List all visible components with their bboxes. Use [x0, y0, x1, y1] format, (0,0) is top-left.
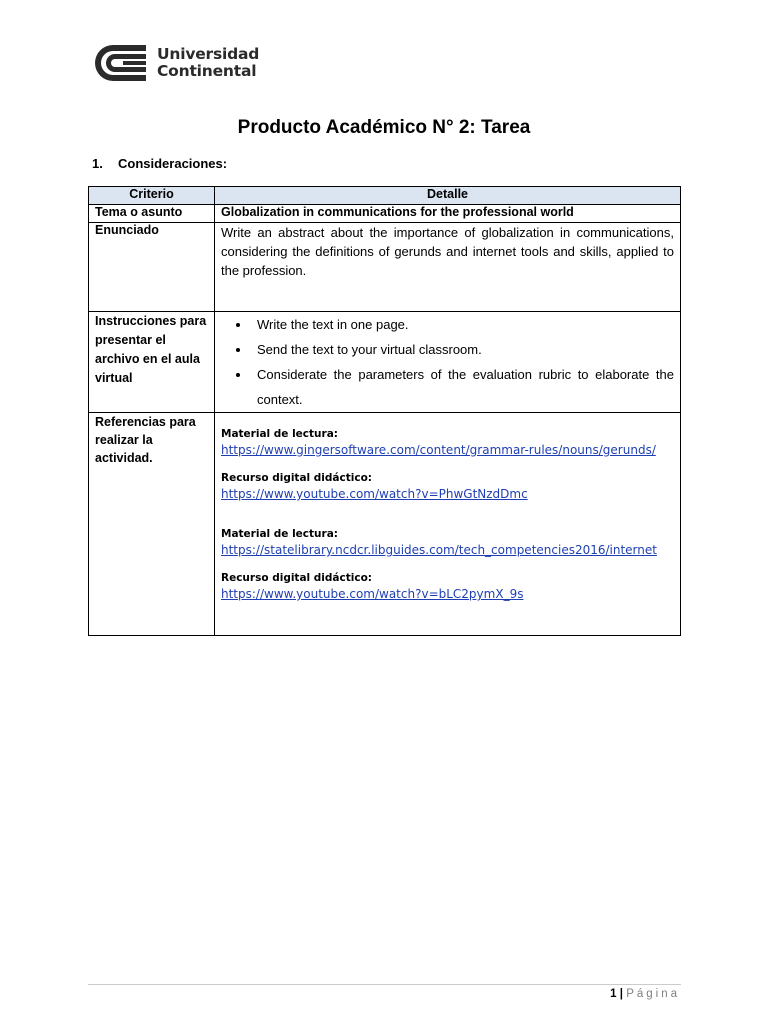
list-item: • Considerate the parameters of the evaluation rubric to elaborate the context.: [251, 362, 674, 412]
reference-link-youtube-2[interactable]: https://www.youtube.com/watch?v=bLC2pymX_9s: [221, 587, 524, 601]
table-row: [89, 312, 681, 413]
reference-label: Material de lectura:: [221, 528, 338, 540]
footer-separator: |: [619, 988, 623, 1000]
page-number: 1: [610, 988, 617, 1000]
page-title: Producto Académico N° 2: Tarea: [237, 117, 531, 138]
reference-link-gerunds[interactable]: https://www.gingersoftware.com/content/grammar-rules/nouns/gerunds/: [221, 443, 656, 457]
table-row: [89, 413, 681, 636]
header-detalle: Detalle: [215, 187, 681, 205]
section-number: 1.: [92, 156, 103, 171]
page-word: Página: [626, 988, 680, 1000]
page-footer: [610, 988, 680, 1000]
reference-label: Material de lectura:: [221, 428, 338, 440]
logo-line-1: Universidad: [157, 45, 260, 63]
spacer: [221, 501, 674, 513]
instrucciones-label: Instrucciones para presentar el archivo en el aula virtual: [89, 312, 215, 413]
section-heading: [92, 156, 227, 171]
section-label: Consideraciones:: [118, 156, 228, 171]
table-header-row: [89, 187, 681, 205]
list-item: • Send the text to your virtual classroom.: [251, 337, 674, 362]
referencias-label: Referencias para realizar la actividad.: [89, 413, 215, 636]
enunciado-value: Write an abstract about the importance of globalization in communications, considering the definitions of gerunds and internet tools and skills, applied to the profession.: [215, 223, 681, 312]
reference-label: Recurso digital didáctico:: [221, 472, 372, 484]
enunciado-label: Enunciado: [89, 223, 215, 312]
header-criterio: Criterio: [89, 187, 215, 205]
table-row: [89, 205, 681, 223]
reference-link-youtube-1[interactable]: https://www.youtube.com/watch?v=PhwGtNzdDmc: [221, 487, 528, 501]
list-item: • Write the text in one page.: [251, 312, 674, 337]
university-logo-icon: [91, 42, 151, 84]
reference-label: Recurso digital didáctico:: [221, 572, 372, 584]
tema-value: Globalization in communications for the professional world: [215, 205, 681, 223]
tema-label: Tema o asunto: [89, 205, 215, 223]
instrucciones-value: [215, 312, 681, 413]
logo-line-2: Continental: [157, 62, 257, 80]
instrucciones-list: [221, 312, 674, 412]
table-row: [89, 223, 681, 312]
reference-link-statelibrary[interactable]: https://statelibrary.ncdcr.libguides.com/tech_competencies2016/internet: [221, 543, 657, 557]
considerations-table: [88, 186, 681, 636]
footer-divider: [88, 984, 681, 985]
university-logo: [91, 42, 259, 84]
referencias-value: [215, 413, 681, 636]
